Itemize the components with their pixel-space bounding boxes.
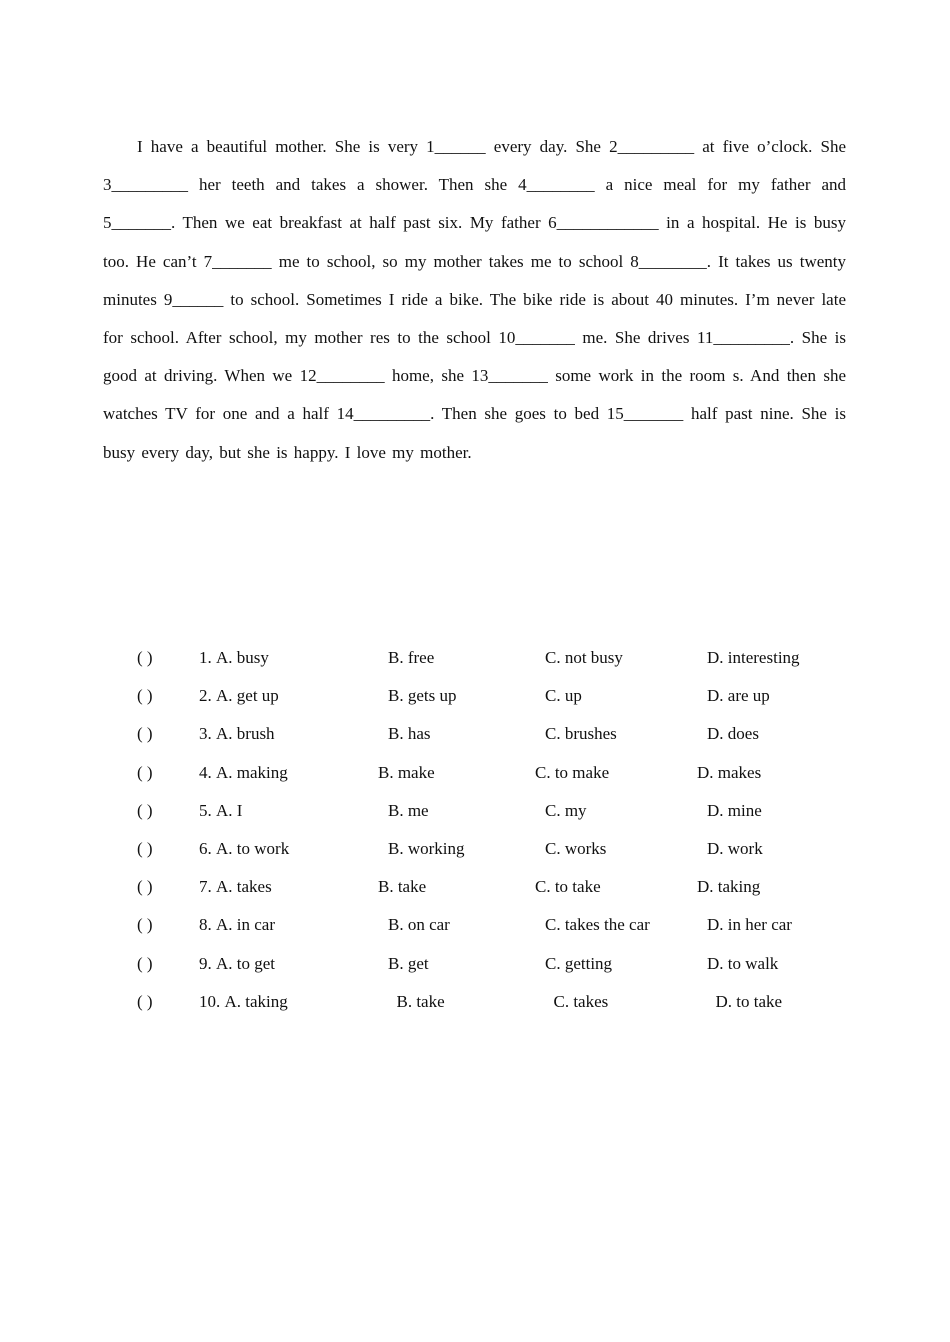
option-a: A. busy [216, 648, 269, 667]
option-b: B. take [396, 991, 445, 1011]
question-item [103, 868, 846, 906]
question-number: 8. [199, 915, 212, 935]
question-item [103, 792, 846, 830]
option-c: C. works [545, 839, 607, 859]
answer-blank: ( ) [137, 762, 153, 782]
option-a: A. to get [216, 953, 276, 973]
option-a: A. to work [216, 839, 290, 859]
option-d: D. does [707, 724, 759, 744]
option-c: C. my [545, 800, 587, 820]
option-d: D. interesting [707, 648, 800, 667]
option-d: D. to walk [707, 953, 779, 973]
answer-blank: ( ) [137, 991, 153, 1011]
answer-blank: ( ) [137, 648, 153, 667]
cloze-passage: I have a beautiful mother. She is very 1______ every day. She 2_________ at five o’clock. She 3_________ her teeth and takes a shower. Then she 4________ a nice meal for my father and 5_______. Then we eat breakfast at half past six. My father 6____________ in a hospital. He is busy too. He can’t 7_______ me to school, so my mother takes me to school 8________. It takes us twenty minutes 9______ to school. Sometimes I ride a bike. The bike ride is about 40 minutes. I’m never late for school. After school, my mother res to the school 10_______ me. She drives 11_________. She is good at driving. When we 12________ home, she 13_______ some work in the room s. And then she watches TV for one and a half 14_________. Then she goes to bed 15_______ half past nine. She is busy every day, but she is happy. I love my mother. [103, 137, 846, 462]
option-a: A. I [216, 800, 243, 820]
question-item [103, 715, 846, 753]
option-b: B. gets up [388, 686, 457, 706]
question-item [103, 830, 846, 868]
question-item [103, 639, 846, 677]
option-c: C. up [545, 686, 582, 706]
question-number: 4. [199, 762, 212, 782]
option-b: B. on car [388, 915, 450, 935]
answer-blank: ( ) [137, 724, 153, 744]
option-b: B. has [388, 724, 431, 744]
question-item [103, 906, 846, 944]
question-item [103, 945, 846, 983]
answer-blank: ( ) [137, 800, 153, 820]
option-c: C. brushes [545, 724, 617, 744]
answer-blank: ( ) [137, 877, 153, 897]
option-b: B. get [388, 953, 429, 973]
option-c: C. takes [553, 991, 609, 1011]
option-d: D. mine [707, 800, 762, 820]
answer-blank: ( ) [137, 839, 153, 859]
option-a: A. brush [216, 724, 275, 744]
option-a: A. get up [216, 686, 279, 706]
option-c: C. to make [535, 762, 610, 782]
option-a: A. takes [216, 877, 272, 897]
question-number: 10. [199, 991, 221, 1011]
question-number: 7. [199, 877, 212, 897]
question-number: 2. [199, 686, 212, 706]
option-a: A. in car [216, 915, 276, 935]
question-item [103, 754, 846, 792]
option-c: C. not busy [545, 648, 623, 667]
option-b: B. make [378, 762, 435, 782]
question-number: 1. [199, 648, 212, 667]
question-item [103, 983, 846, 1021]
option-d: D. to take [715, 991, 783, 1011]
option-a: A. taking [224, 991, 288, 1011]
option-d: D. work [707, 839, 763, 859]
question-number: 3. [199, 724, 212, 744]
answer-blank: ( ) [137, 953, 153, 973]
question-list [103, 639, 846, 1021]
option-d: D. makes [697, 762, 762, 782]
option-b: B. working [388, 839, 465, 859]
answer-blank: ( ) [137, 686, 153, 706]
question-number: 9. [199, 953, 212, 973]
option-b: B. free [388, 648, 435, 667]
question-item [103, 677, 846, 715]
option-c: C. getting [545, 953, 613, 973]
question-number: 5. [199, 800, 212, 820]
option-c: C. takes the car [545, 915, 650, 935]
question-number: 6. [199, 839, 212, 859]
option-b: B. take [378, 877, 427, 897]
option-d: D. taking [697, 877, 761, 897]
option-a: A. making [216, 762, 288, 782]
option-d: D. in her car [707, 915, 792, 935]
option-c: C. to take [535, 877, 601, 897]
option-b: B. me [388, 800, 429, 820]
answer-blank: ( ) [137, 915, 153, 935]
option-d: D. are up [707, 686, 770, 706]
